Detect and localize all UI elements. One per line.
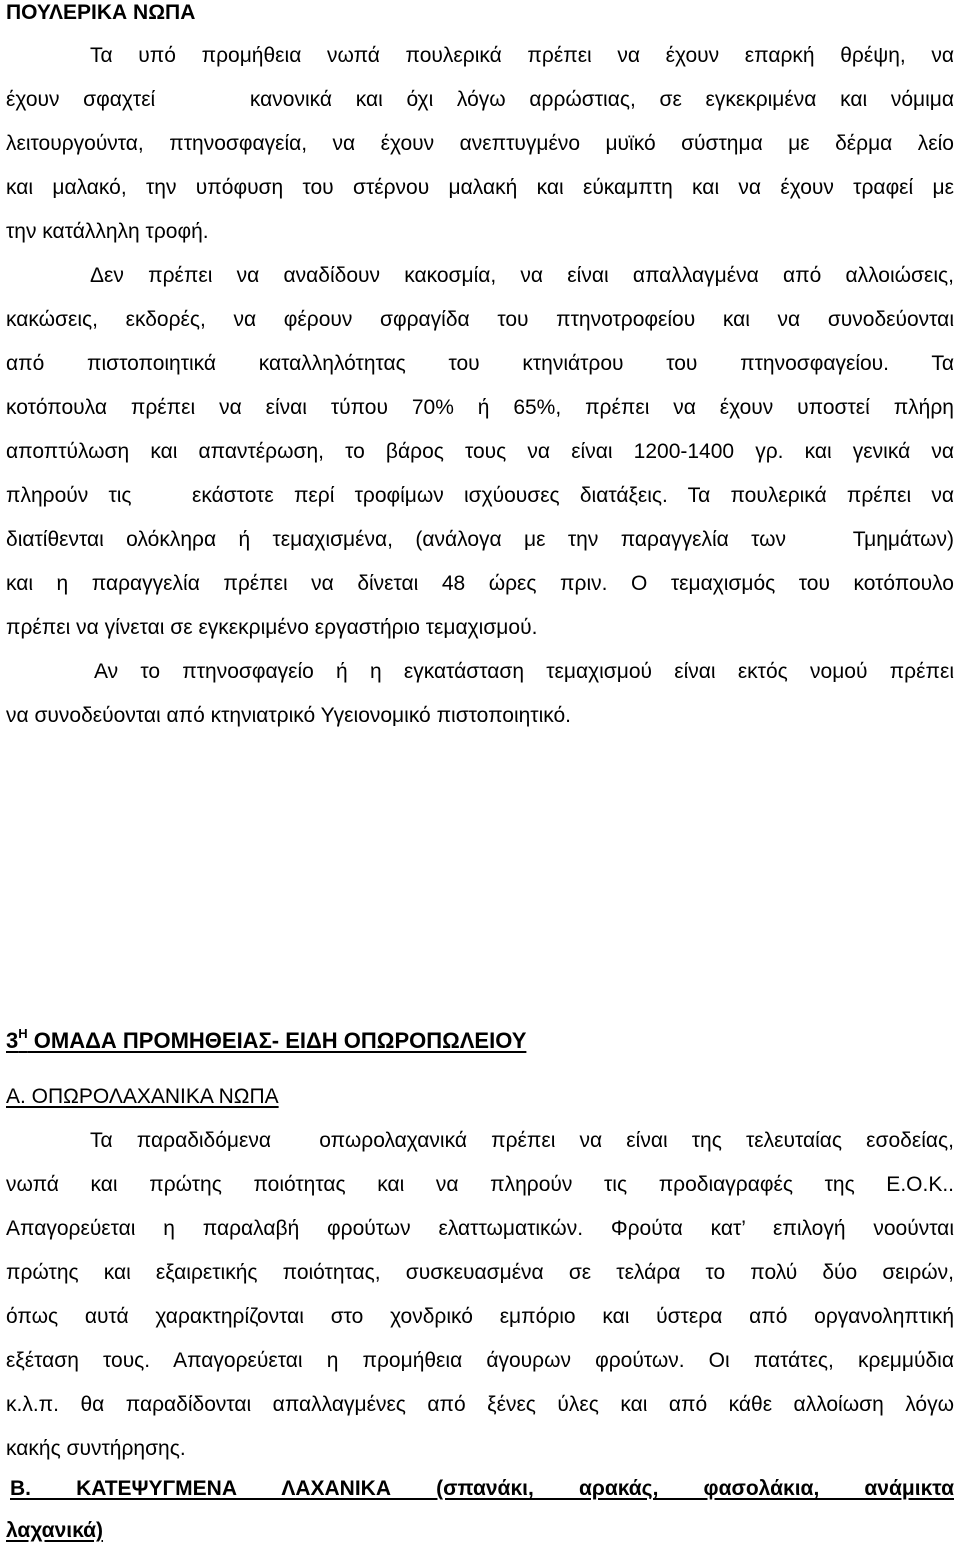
paragraph-line: και η παραγγελία πρέπει να δίνεται 48 ώρες πριν. Ο τεμαχισμός του κοτόπουλο bbox=[6, 572, 954, 595]
paragraph-line: από πιστοποιητικά καταλληλότητας του κτηνιάτρου του πτηνοσφαγείου. Τα bbox=[6, 352, 954, 375]
paragraph-line: όπως αυτά χαρακτηρίζονται στο χονδρικό εμπόριο και ύστερα από οργανοληπτική bbox=[6, 1305, 954, 1328]
paragraph-line: κ.λ.π. θα παραδίδονται απαλλαγμένες από ξένες ύλες και από κάθε αλλοίωση λόγω bbox=[6, 1393, 954, 1416]
subheading-frozen-vegetables-cont: λαχανικά) bbox=[6, 1519, 104, 1542]
paragraph-line: πληρούν τις εκάστοτε περί τροφίμων ισχύουσες διατάξεις. Τα πουλερικά πρέπει να bbox=[6, 484, 954, 507]
paragraph-line: λειτουργούντα, πτηνοσφαγεία, να έχουν ανεπτυγμένο μυϊκό σύστημα με δέρμα λείο bbox=[6, 132, 954, 155]
group-title: ΟΜΑΔΑ ΠΡΟΜΗΘΕΙΑΣ- ΕΙΔΗ ΟΠΩΡΟΠΩΛΕΙΟΥ bbox=[27, 1028, 527, 1053]
paragraph-line: κακής συντήρησης. bbox=[6, 1437, 186, 1460]
paragraph-line: έχουν σφαχτεί κανονικά και όχι λόγω αρρώστιας, σε εγκεκριμένα και νόμιμα bbox=[6, 88, 954, 111]
paragraph-line: να συνοδεύονται από κτηνιατρικό Υγειονομικό πιστοποιητικό. bbox=[6, 704, 572, 727]
section-heading-fruit-shop bbox=[6, 1021, 954, 1054]
paragraph-line: αποπτύλωση και απαντέρωση, το βάρος τους να είναι 1200-1400 γρ. και γενικά να bbox=[6, 440, 954, 463]
subheading-frozen-vegetables: Β. ΚΑΤΕΨΥΓΜΕΝΑ ΛΑΧΑΝΙΚΑ (σπανάκι, αρακάς, φασολάκια, ανάμικτα bbox=[10, 1477, 954, 1500]
paragraph-line: Αν το πτηνοσφαγείο ή η εγκατάσταση τεμαχισμού είναι εκτός νομού πρέπει bbox=[94, 660, 954, 683]
paragraph-line: κακώσεις, εκδορές, να φέρουν σφραγίδα του πτηνοτροφείου και να συνοδεύονται bbox=[6, 308, 954, 331]
paragraph-line: κοτόπουλα πρέπει να είναι τύπου 70% ή 65%, πρέπει να έχουν υποστεί πλήρη bbox=[6, 396, 954, 419]
paragraph-line: Απαγορεύεται η παραλαβή φρούτων ελαττωματικών. Φρούτα κατ’ επιλογή νοούνται bbox=[6, 1217, 954, 1240]
paragraph-line: και μαλακό, την υπόφυση του στέρνου μαλακή και εύκαμπτη και να έχουν τραφεί με bbox=[6, 176, 954, 199]
paragraph-line: εξέταση τους. Απαγορεύεται η προμήθεια άγουρων φρούτων. Οι πατάτες, κρεμμύδια bbox=[6, 1349, 954, 1372]
paragraph-line: πρέπει να γίνεται σε εγκεκριμένο εργαστήριο τεμαχισμού. bbox=[6, 616, 538, 639]
paragraph-line: Δεν πρέπει να αναδίδουν κακοσμία, να είναι απαλλαγμένα από αλλοιώσεις, bbox=[90, 264, 954, 287]
paragraph-line: Τα υπό προμήθεια νωπά πουλερικά πρέπει να έχουν επαρκή θρέψη, να bbox=[90, 44, 954, 67]
paragraph-line: διατίθενται ολόκληρα ή τεμαχισμένα, (ανάλογα με την παραγγελία των Τμημάτων) bbox=[6, 528, 954, 551]
paragraph-line: Τα παραδιδόμενα οπωρολαχανικά πρέπει να είναι της τελευταίας εσοδείας, bbox=[90, 1129, 954, 1152]
subheading-fresh-produce: Α. ΟΠΩΡΟΛΑΧΑΝΙΚΑ ΝΩΠΑ bbox=[6, 1085, 279, 1108]
section-heading-poultry: ΠΟΥΛΕΡΙΚΑ ΝΩΠΑ bbox=[6, 1, 196, 24]
paragraph-line: πρώτης και εξαιρετικής ποιότητας, συσκευασμένα σε τελάρα το πολύ δύο σειρών, bbox=[6, 1261, 954, 1284]
group-number: 3 bbox=[6, 1028, 19, 1053]
paragraph-line: νωπά και πρώτης ποιότητας και να πληρούν τις προδιαγραφές της Ε.Ο.Κ.. bbox=[6, 1173, 954, 1196]
group-superscript: Η bbox=[18, 1026, 28, 1041]
paragraph-line: την κατάλληλη τροφή. bbox=[6, 220, 209, 243]
